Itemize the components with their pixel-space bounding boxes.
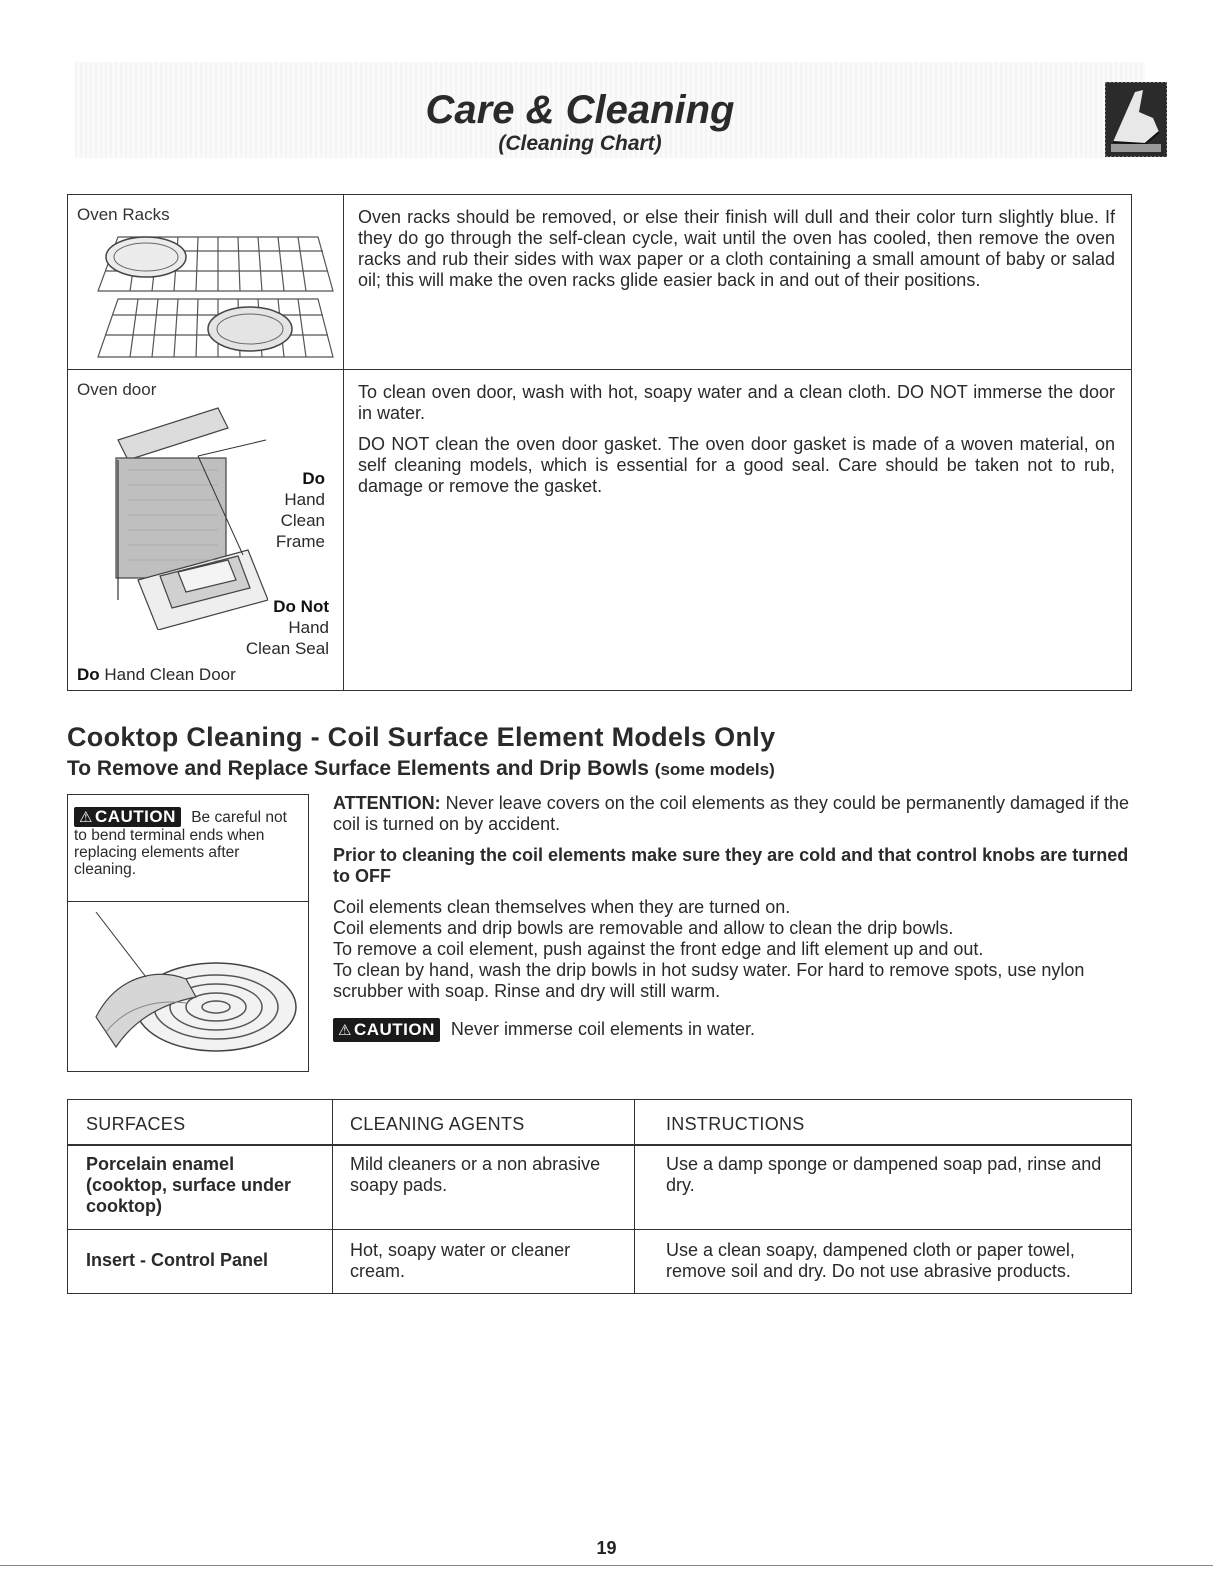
chart-label-cell xyxy=(68,195,344,369)
coil-line: To remove a coil element, push against the front edge and lift element up and out. xyxy=(333,939,984,959)
caution-label: CAUTION xyxy=(94,807,176,826)
caution-text-first: Be careful xyxy=(191,809,262,826)
caution-note xyxy=(74,807,302,878)
coil-line: Coil elements and drip bowls are removable and allow to clean the drip bowls. xyxy=(333,918,954,938)
oven-racks-text: Oven racks should be removed, or else their finish will dull and their color turn slightly blue. If they do go through the self-clean cycle, wait until the oven has cooled, then remove the oven racks and rub their sides with wax paper or a cloth containing a small amount of baby or salad oil; this will make the oven racks glide easier back in and out of their positions. xyxy=(358,207,1115,290)
header-divider xyxy=(68,1144,1131,1146)
subheading-text: To Remove and Replace Surface Elements and Drip Bowls xyxy=(67,757,649,780)
caution-badge xyxy=(74,807,181,827)
table-cell-instruction: Use a clean soapy, dampened cloth or paper towel, remove soil and dry. Do not use abrasive products. xyxy=(666,1240,1075,1281)
table-cell-agent: Mild cleaners or a non abrasive soapy pads. xyxy=(350,1154,601,1195)
care-chart xyxy=(67,194,1132,691)
callout-text: Frame xyxy=(275,532,325,551)
oven-door-illustration xyxy=(98,400,268,630)
oven-door-description xyxy=(358,382,1115,497)
caution-box xyxy=(67,794,309,1072)
column-divider xyxy=(332,1100,333,1293)
oven-door-gasket-text: DO NOT clean the oven door gasket. The oven door gasket is made of a woven material, on self cleaning models, which is essential for a good seal. Care should be taken not to rub, damage or remove the gasket. xyxy=(358,434,1115,496)
caution-text-rest: not to bend terminal ends when replacing elements after cleaning. xyxy=(74,809,287,878)
oven-racks-description xyxy=(358,207,1115,291)
table-cell-surface: Porcelain enamel (cooktop, surface under cooktop) xyxy=(86,1154,292,1216)
frame-callout xyxy=(276,468,325,552)
page-title: Care & Cleaning xyxy=(425,88,735,132)
row-divider xyxy=(68,1229,1131,1230)
seal-callout xyxy=(246,596,329,659)
oven-door-text: To clean oven door, wash with hot, soapy water and a clean cloth. DO NOT immerse the door in water. xyxy=(358,382,1115,423)
callout-text: Clean xyxy=(280,511,325,530)
attention-label: ATTENTION: xyxy=(333,793,441,813)
warning-icon: ⚠ xyxy=(338,1022,352,1039)
coil-line: Coil elements clean themselves when they are turned on. xyxy=(333,897,791,917)
chart-row-oven-door xyxy=(68,370,1131,690)
hand-cleaning-icon xyxy=(1105,82,1167,157)
caution-label: CAUTION xyxy=(353,1020,435,1039)
table-header: CLEANING AGENTS xyxy=(350,1114,525,1134)
coil-element-illustration xyxy=(76,907,301,1065)
callout-text: Hand xyxy=(284,490,325,509)
prior-cleaning-note: Prior to cleaning the coil elements make sure they are cold and that control knobs are turned to OFF xyxy=(333,845,1129,886)
subheading-note: (some models) xyxy=(654,760,775,779)
callout-text: Clean Seal xyxy=(245,639,329,658)
page-subtitle: (Cleaning Chart) xyxy=(498,132,662,155)
callout-do: Do xyxy=(77,665,100,684)
header-banner xyxy=(75,62,1145,158)
door-callout xyxy=(77,664,236,685)
table-cell-surface: Insert - Control Panel xyxy=(86,1250,269,1270)
chart-row-oven-racks xyxy=(68,195,1131,370)
column-divider xyxy=(634,1100,635,1293)
chart-label-cell xyxy=(68,370,344,690)
table-cell-agent: Hot, soapy water or cleaner cream. xyxy=(350,1240,571,1281)
footer-rule xyxy=(0,1565,1213,1566)
callout-do-not: Do Not xyxy=(273,597,329,616)
table-cell-instruction: Use a damp sponge or dampened soap pad, rinse and dry. xyxy=(666,1154,1102,1195)
oven-racks-illustration xyxy=(78,229,338,365)
page-number: 19 xyxy=(596,1538,617,1558)
attention-text: Never leave covers on the coil elements as they could be permanently damaged if the coil is turned on by accident. xyxy=(333,793,1130,834)
row-label: Oven door xyxy=(77,380,157,399)
coil-line: To clean by hand, wash the drip bowls in hot sudsy water. For hard to remove spots, use nylon scrubber with soap. Rinse and dry will still warm. xyxy=(333,960,1085,1001)
row-label: Oven Racks xyxy=(77,205,170,224)
section-heading: Cooktop Cleaning - Coil Surface Element Models Only xyxy=(67,722,776,752)
warning-icon: ⚠ xyxy=(79,809,93,826)
divider xyxy=(68,901,308,902)
attention-paragraph xyxy=(333,793,1130,835)
caution-badge xyxy=(333,1018,440,1042)
caution-text: Never immerse coil elements in water. xyxy=(450,1019,756,1039)
section-subheading xyxy=(67,757,775,781)
callout-do: Do xyxy=(302,469,325,488)
caution-line xyxy=(333,1018,1130,1042)
cleaning-table xyxy=(67,1099,1132,1294)
table-header: INSTRUCTIONS xyxy=(666,1114,805,1134)
coil-instructions xyxy=(333,793,1130,1042)
callout-text: Hand Clean Door xyxy=(104,665,236,684)
table-header: SURFACES xyxy=(86,1114,186,1134)
callout-text: Hand xyxy=(288,618,329,637)
